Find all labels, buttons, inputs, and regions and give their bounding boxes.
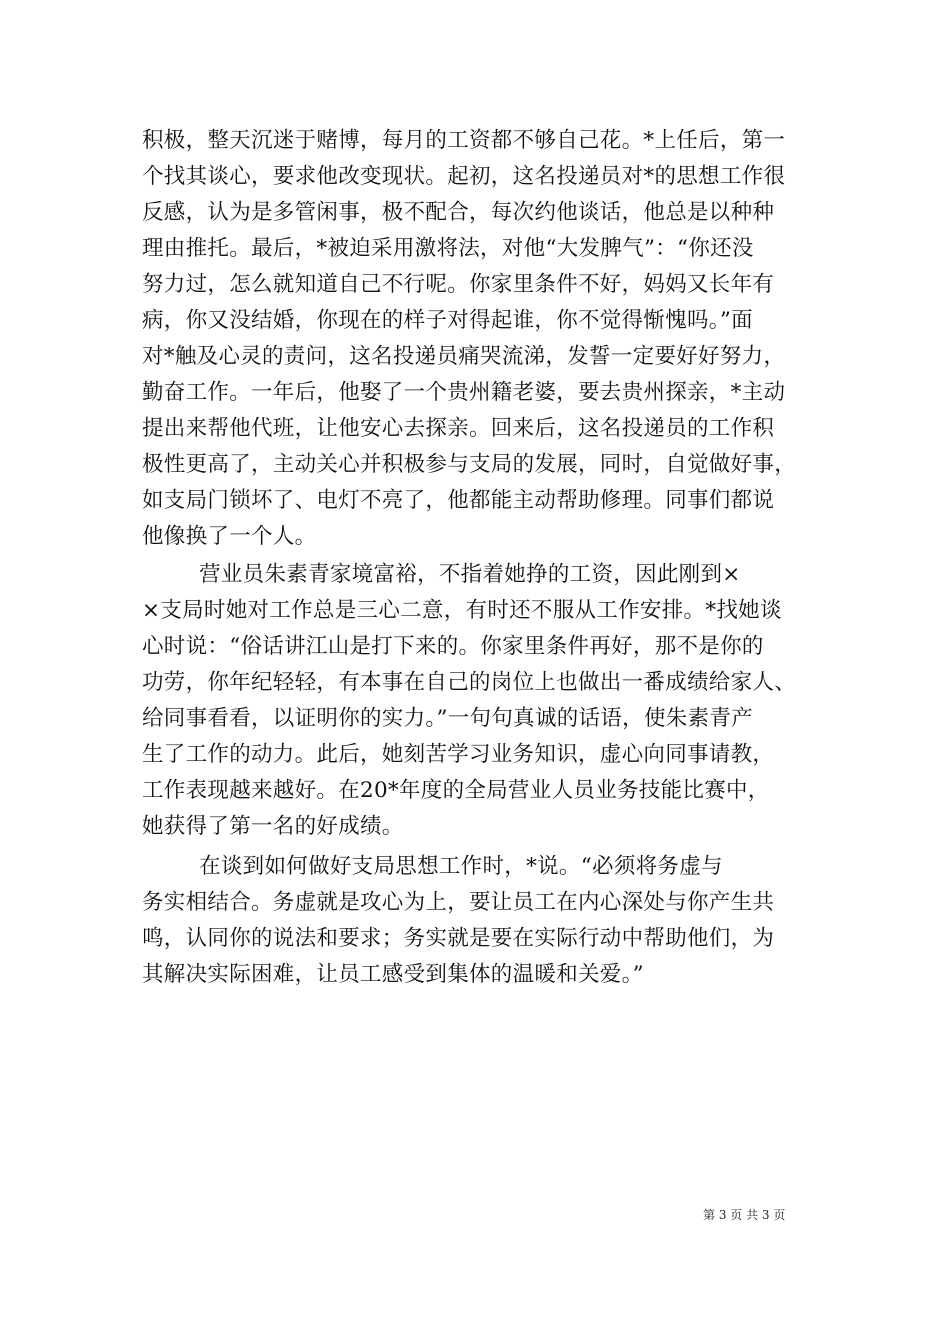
- body-line: 心时说：“俗话讲江山是打下来的。你家里条件再好，那不是你的: [142, 634, 764, 659]
- body-line: 理由推托。最后，*被迫采用激将法，对他“大发脾气”：“你还没: [142, 236, 754, 261]
- body-line: 务实相结合。务虚就是攻心为上，要让员工在内心深处与你产生共: [142, 890, 775, 915]
- body-line: 功劳，你年纪轻轻，有本事在自己的岗位上也做出一番成绩给家人、: [142, 670, 797, 695]
- body-line: 在谈到如何做好支局思想工作时，*说。“必须将务虚与: [142, 854, 723, 879]
- page-footer: 第 3 页 共 3 页: [703, 1208, 786, 1222]
- body-line: 其解决实际困难，让员工感受到集体的温暖和关爱。”: [142, 962, 644, 987]
- body-line: ×支局时她对工作总是三心二意，有时还不服从工作安排。*找她谈: [142, 598, 782, 623]
- body-line: 极性更高了，主动关心并积极参与支局的发展，同时，自觉做好事，: [142, 452, 797, 477]
- body-line: 营业员朱素青家境富裕，不指着她挣的工资，因此刚到×: [142, 562, 741, 587]
- body-line: 鸣，认同你的说法和要求；务实就是要在实际行动中帮助他们，为: [142, 926, 775, 951]
- body-line: 对*触及心灵的责问，这名投递员痛哭流涕，发誓一定要好好努力，: [142, 344, 786, 369]
- body-line: 工作表现越来越好。在20*年度的全局营业人员业务技能比赛中，: [142, 778, 770, 803]
- body-line: 积极，整天沉迷于赌博，每月的工资都不够自己花。*上任后，第一: [142, 128, 786, 153]
- body-line: 反感，认为是多管闲事，极不配合，每次约他谈话，他总是以种种: [142, 200, 775, 225]
- body-line: 他像换了一个人。: [142, 524, 317, 549]
- body-line: 给同事看看，以证明你的实力。”一句句真诚的话语，使朱素青产: [142, 706, 753, 731]
- body-line: 努力过，怎么就知道自己不行呢。你家里条件不好，妈妈又长年有: [142, 272, 775, 297]
- body-line: 生了工作的动力。此后，她刻苦学习业务知识，虚心向同事请教，: [142, 742, 775, 767]
- body-line: 如支局门锁坏了、电灯不亮了，他都能主动帮助修理。同事们都说: [142, 488, 775, 513]
- body-line: 个找其谈心，要求他改变现状。起初，这名投递员对*的思想工作很: [142, 164, 786, 189]
- body-line: 勤奋工作。一年后，他娶了一个贵州籍老婆，要去贵州探亲，*主动: [142, 380, 786, 405]
- body-line: 她获得了第一名的好成绩。: [142, 814, 404, 839]
- body-line: 病，你又没结婚，你现在的样子对得起谁，你不觉得惭愧吗。”面: [142, 308, 753, 333]
- body-line: 提出来帮他代班，让他安心去探亲。回来后，这名投递员的工作积: [142, 416, 775, 441]
